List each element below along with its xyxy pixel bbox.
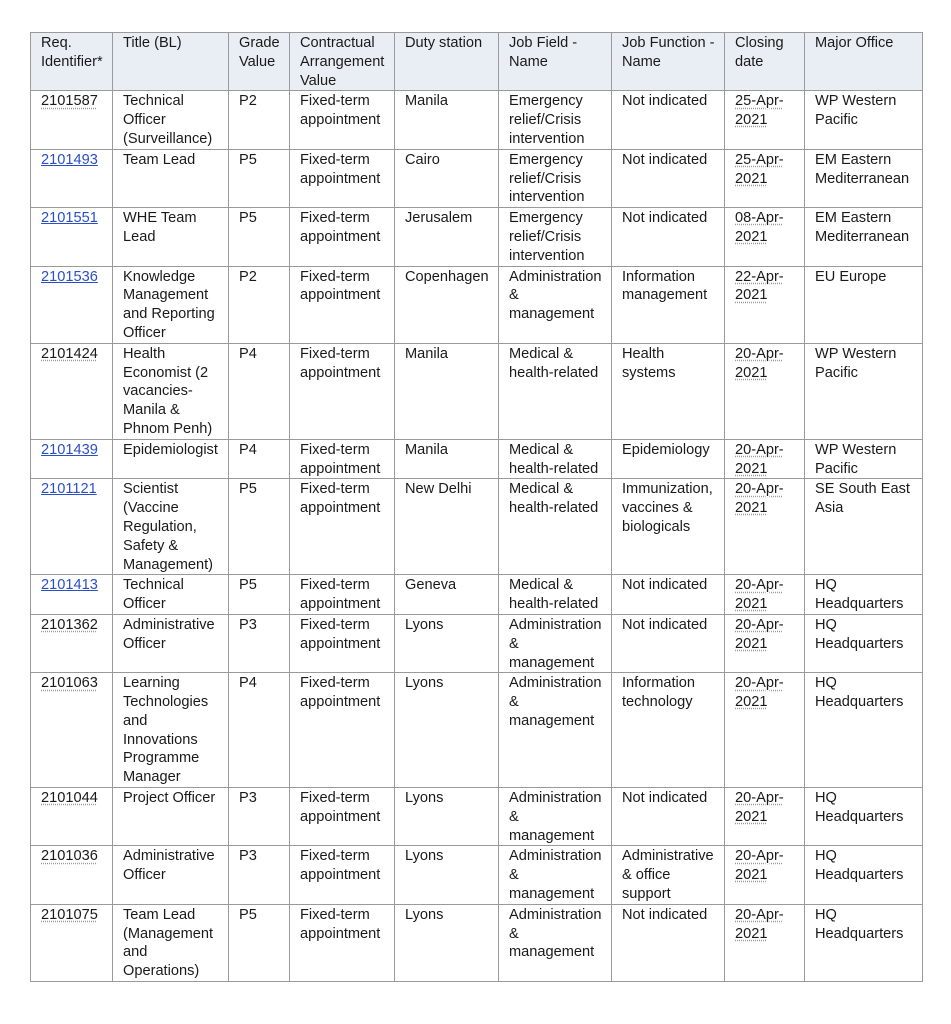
column-header-req-identifier: Req. Identifier* — [31, 33, 113, 91]
title-cell: Team Lead (Management and Operations) — [113, 904, 229, 981]
job-function-cell: Information technology — [612, 673, 725, 788]
closing-date-cell — [725, 343, 805, 439]
column-header-duty-station: Duty station — [395, 33, 499, 91]
title-cell: Administrative Officer — [113, 614, 229, 672]
contract-cell: Fixed-term appointment — [290, 614, 395, 672]
closing-date-cell — [725, 91, 805, 149]
table-body — [31, 91, 923, 982]
grade-cell: P4 — [229, 439, 290, 479]
title-cell: Scientist (Vaccine Regulation, Safety & Management) — [113, 479, 229, 575]
job-function-cell: Administrative & office support — [612, 846, 725, 904]
major-office-cell: WP Western Pacific — [805, 439, 923, 479]
duty-station-cell: Lyons — [395, 788, 499, 846]
req-identifier-cell — [31, 575, 113, 615]
table-row — [31, 788, 923, 846]
major-office-cell: HQ Headquarters — [805, 575, 923, 615]
job-field-cell: Emergency relief/Crisis intervention — [499, 208, 612, 266]
job-function-cell: Epidemiology — [612, 439, 725, 479]
contract-cell: Fixed-term appointment — [290, 575, 395, 615]
column-header-job-field: Job Field - Name — [499, 33, 612, 91]
req-identifier-cell — [31, 904, 113, 981]
job-field-cell: Medical & health-related — [499, 343, 612, 439]
closing-date-text: 20-Apr-2021 — [735, 906, 784, 942]
major-office-cell: HQ Headquarters — [805, 788, 923, 846]
job-field-cell: Medical & health-related — [499, 479, 612, 575]
req-identifier-link[interactable]: 2101439 — [41, 441, 98, 458]
contract-cell: Fixed-term appointment — [290, 91, 395, 149]
req-identifier-cell — [31, 439, 113, 479]
duty-station-cell: Lyons — [395, 846, 499, 904]
duty-station-cell: Lyons — [395, 904, 499, 981]
job-field-cell: Administration & management — [499, 904, 612, 981]
contract-cell: Fixed-term appointment — [290, 343, 395, 439]
major-office-cell: HQ Headquarters — [805, 614, 923, 672]
req-identifier-cell — [31, 91, 113, 149]
duty-station-cell: Geneva — [395, 575, 499, 615]
req-identifier-text: 2101587 — [41, 93, 98, 110]
req-identifier-link[interactable]: 2101536 — [41, 268, 98, 285]
major-office-cell: HQ Headquarters — [805, 904, 923, 981]
duty-station-cell: Manila — [395, 91, 499, 149]
column-header-title: Title (BL) — [113, 33, 229, 91]
closing-date-cell — [725, 673, 805, 788]
job-field-cell: Administration & management — [499, 846, 612, 904]
closing-date-cell — [725, 788, 805, 846]
closing-date-cell — [725, 614, 805, 672]
closing-date-text: 20-Apr-2021 — [735, 577, 784, 613]
req-identifier-text: 2101063 — [41, 675, 98, 692]
title-cell: Administrative Officer — [113, 846, 229, 904]
closing-date-text: 25-Apr-2021 — [735, 93, 784, 129]
req-identifier-text: 2101424 — [41, 345, 98, 362]
column-header-contract: Contractual Arrangement Value — [290, 33, 395, 91]
closing-date-text: 20-Apr-2021 — [735, 848, 784, 884]
job-field-cell: Medical & health-related — [499, 439, 612, 479]
grade-cell: P4 — [229, 343, 290, 439]
header-row — [31, 33, 923, 91]
req-identifier-cell — [31, 788, 113, 846]
closing-date-cell — [725, 479, 805, 575]
job-function-cell: Not indicated — [612, 904, 725, 981]
grade-cell: P5 — [229, 208, 290, 266]
contract-cell: Fixed-term appointment — [290, 846, 395, 904]
table-row — [31, 479, 923, 575]
title-cell: Health Economist (2 vacancies-Manila & Phnom Penh) — [113, 343, 229, 439]
job-function-cell: Immunization, vaccines & biologicals — [612, 479, 725, 575]
column-header-major-office: Major Office — [805, 33, 923, 91]
major-office-cell: SE South East Asia — [805, 479, 923, 575]
job-field-cell: Administration & management — [499, 788, 612, 846]
job-function-cell: Information management — [612, 266, 725, 343]
contract-cell: Fixed-term appointment — [290, 479, 395, 575]
req-identifier-link[interactable]: 2101493 — [41, 151, 98, 168]
table-row — [31, 91, 923, 149]
closing-date-text: 08-Apr-2021 — [735, 210, 784, 245]
req-identifier-link[interactable]: 2101121 — [41, 481, 97, 498]
table-row — [31, 343, 923, 439]
closing-date-cell — [725, 208, 805, 266]
title-cell: Technical Officer — [113, 575, 229, 615]
job-function-cell: Not indicated — [612, 614, 725, 672]
grade-cell: P4 — [229, 673, 290, 788]
job-function-cell: Not indicated — [612, 91, 725, 149]
duty-station-cell: Manila — [395, 343, 499, 439]
table-row — [31, 149, 923, 207]
contract-cell: Fixed-term appointment — [290, 439, 395, 479]
title-cell: Project Officer — [113, 788, 229, 846]
duty-station-cell: New Delhi — [395, 479, 499, 575]
duty-station-cell: Cairo — [395, 149, 499, 207]
table-row — [31, 846, 923, 904]
job-field-cell: Emergency relief/Crisis intervention — [499, 149, 612, 207]
title-cell: Team Lead — [113, 149, 229, 207]
req-identifier-cell — [31, 479, 113, 575]
table-row — [31, 208, 923, 266]
title-cell: Epidemiologist — [113, 439, 229, 479]
duty-station-cell: Manila — [395, 439, 499, 479]
column-header-closing-date: Closing date — [725, 33, 805, 91]
contract-cell: Fixed-term appointment — [290, 149, 395, 207]
req-identifier-cell — [31, 266, 113, 343]
req-identifier-link[interactable]: 2101413 — [41, 577, 98, 594]
job-field-cell: Emergency relief/Crisis intervention — [499, 91, 612, 149]
grade-cell: P5 — [229, 149, 290, 207]
duty-station-cell: Lyons — [395, 673, 499, 788]
table-row — [31, 904, 923, 981]
title-cell: Learning Technologies and Innovations Programme Manager — [113, 673, 229, 788]
contract-cell: Fixed-term appointment — [290, 673, 395, 788]
job-field-cell: Medical & health-related — [499, 575, 612, 615]
contract-cell: Fixed-term appointment — [290, 208, 395, 266]
closing-date-text: 20-Apr-2021 — [735, 790, 784, 825]
table-row — [31, 439, 923, 479]
grade-cell: P3 — [229, 614, 290, 672]
major-office-cell: HQ Headquarters — [805, 673, 923, 788]
title-cell: Knowledge Management and Reporting Officer — [113, 266, 229, 343]
job-field-cell: Administration & management — [499, 614, 612, 672]
job-function-cell: Not indicated — [612, 149, 725, 207]
major-office-cell: EU Europe — [805, 266, 923, 343]
closing-date-cell — [725, 266, 805, 343]
contract-cell: Fixed-term appointment — [290, 788, 395, 846]
vacancies-table — [30, 32, 923, 982]
req-identifier-cell — [31, 149, 113, 207]
table-row — [31, 575, 923, 615]
req-identifier-cell — [31, 673, 113, 788]
grade-cell: P2 — [229, 91, 290, 149]
column-header-job-function: Job Function - Name — [612, 33, 725, 91]
job-function-cell: Not indicated — [612, 575, 725, 615]
closing-date-cell — [725, 904, 805, 981]
closing-date-cell — [725, 846, 805, 904]
contract-cell: Fixed-term appointment — [290, 904, 395, 981]
major-office-cell: WP Western Pacific — [805, 343, 923, 439]
title-cell: WHE Team Lead — [113, 208, 229, 266]
closing-date-text: 20-Apr-2021 — [735, 481, 784, 517]
req-identifier-cell — [31, 343, 113, 439]
major-office-cell: WP Western Pacific — [805, 91, 923, 149]
closing-date-text: 20-Apr-2021 — [735, 616, 784, 652]
closing-date-text: 20-Apr-2021 — [735, 675, 784, 711]
grade-cell: P2 — [229, 266, 290, 343]
closing-date-cell — [725, 575, 805, 615]
grade-cell: P5 — [229, 479, 290, 575]
contract-cell: Fixed-term appointment — [290, 266, 395, 343]
closing-date-text: 20-Apr-2021 — [735, 441, 784, 477]
closing-date-cell — [725, 149, 805, 207]
grade-cell: P5 — [229, 904, 290, 981]
closing-date-text: 20-Apr-2021 — [735, 345, 784, 381]
table-row — [31, 614, 923, 672]
table-row — [31, 266, 923, 343]
major-office-cell: EM Eastern Mediterranean — [805, 149, 923, 207]
major-office-cell: HQ Headquarters — [805, 846, 923, 904]
job-field-cell: Administration & management — [499, 266, 612, 343]
grade-cell: P3 — [229, 788, 290, 846]
column-header-grade: Grade Value — [229, 33, 290, 91]
req-identifier-cell — [31, 846, 113, 904]
job-function-cell: Health systems — [612, 343, 725, 439]
closing-date-text: 22-Apr-2021 — [735, 268, 784, 304]
duty-station-cell: Copenhagen — [395, 266, 499, 343]
grade-cell: P3 — [229, 846, 290, 904]
job-field-cell: Administration & management — [499, 673, 612, 788]
closing-date-cell — [725, 439, 805, 479]
major-office-cell: EM Eastern Mediterranean — [805, 208, 923, 266]
req-identifier-cell — [31, 614, 113, 672]
req-identifier-link[interactable]: 2101551 — [41, 210, 98, 227]
job-function-cell: Not indicated — [612, 788, 725, 846]
req-identifier-cell — [31, 208, 113, 266]
req-identifier-text: 2101362 — [41, 616, 98, 633]
req-identifier-text: 2101075 — [41, 906, 98, 923]
job-function-cell: Not indicated — [612, 208, 725, 266]
req-identifier-text: 2101044 — [41, 790, 98, 807]
duty-station-cell: Jerusalem — [395, 208, 499, 266]
grade-cell: P5 — [229, 575, 290, 615]
table-row — [31, 673, 923, 788]
closing-date-text: 25-Apr-2021 — [735, 151, 784, 187]
title-cell: Technical Officer (Surveillance) — [113, 91, 229, 149]
duty-station-cell: Lyons — [395, 614, 499, 672]
req-identifier-text: 2101036 — [41, 848, 98, 865]
